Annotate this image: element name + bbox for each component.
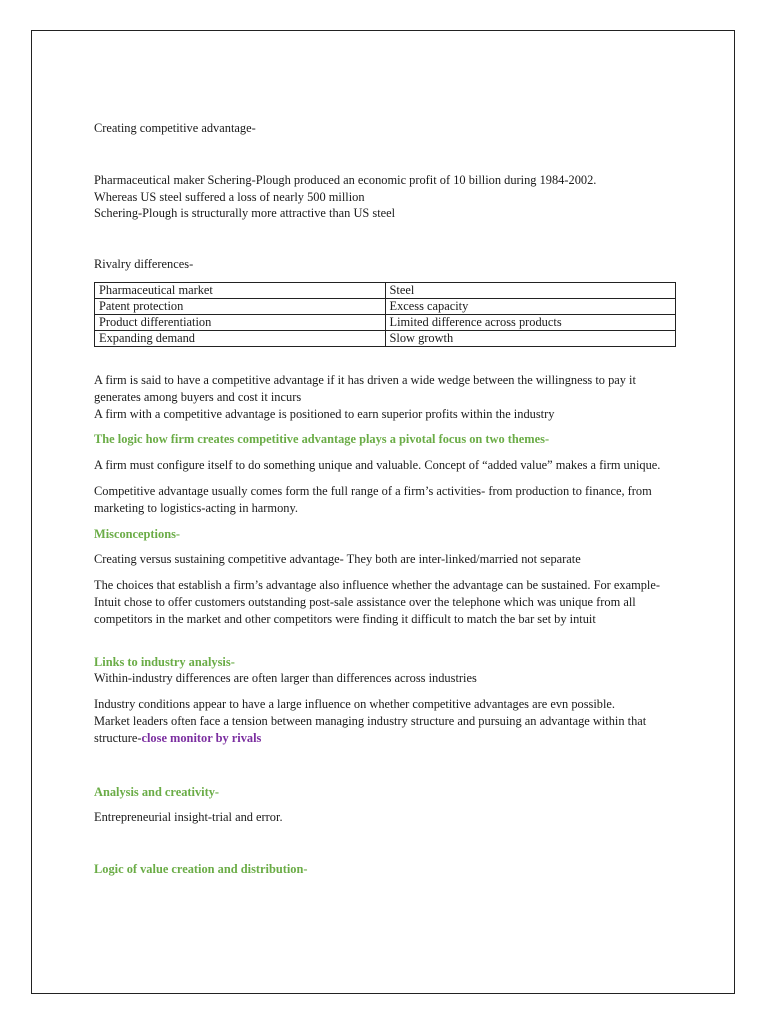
document-page [31,30,735,994]
definition-line: A firm is said to have a competitive advantage if it has driven a wide wedge between the willingness to pay it generates among buyers and cost it incurs [94,372,636,404]
analysis-line: Entrepreneurial insight-trial and error. [94,810,283,825]
analysis-heading: Analysis and creativity- [94,784,220,799]
theme-paragraph: A firm must configure itself to do something unique and valuable. Concept of “added value” makes a firm unique. [94,458,661,473]
market-leaders-text: Market leaders often face a tension between managing industry structure and pursuing an advantage within that structure- [94,713,647,745]
logic-value-heading: Logic of value creation and distribution- [94,862,308,877]
intro-block [94,172,676,222]
table-cell: Steel [385,282,676,298]
table-row [95,330,676,346]
page-content [94,89,676,878]
logic-heading: The logic how firm creates competitive advantage plays a pivotal focus on two themes- [94,432,550,447]
doc-title: Creating competitive advantage- [94,121,256,135]
intro-line: Pharmaceutical maker Schering-Plough produced an economic profit of 10 billion during 1984-2002. [94,172,597,187]
misconceptions-heading: Misconceptions- [94,526,181,541]
theme-paragraph: Competitive advantage usually comes form the full range of a firm’s activities- from production to finance, from marketing to logistics-acting in harmony. [94,483,652,515]
table-cell: Patent protection [95,298,386,314]
misconception-paragraph: The choices that establish a firm’s advantage also influence whether the advantage can be sustained. For example-Intuit chose to offer customers outstanding post-sale assistance over the telephone which was unique from all competitors in the market and other competitors were finding it difficult to match the bar set by intuit [94,578,660,626]
market-leaders-paragraph [94,713,676,747]
table-cell: Expanding demand [95,330,386,346]
table-cell: Pharmaceutical market [95,282,386,298]
definition-line: A firm with a competitive advantage is positioned to earn superior profits within the industry [94,406,555,421]
table-cell: Product differentiation [95,314,386,330]
rivalry-table [94,282,676,347]
table-cell: Slow growth [385,330,676,346]
misconception-paragraph: Creating versus sustaining competitive advantage- They both are inter-linked/married not separate [94,552,581,567]
rivals-highlight: close monitor by rivals [141,730,262,745]
definition-block [94,372,676,422]
table-cell: Limited difference across products [385,314,676,330]
table-row [95,298,676,314]
rivalry-heading: Rivalry differences- [94,257,194,272]
table-row [95,314,676,330]
links-line: Within-industry differences are often larger than differences across industries [94,671,477,686]
intro-line: Whereas US steel suffered a loss of nearly 500 million [94,189,365,204]
links-heading: Links to industry analysis- [94,654,235,669]
table-row [95,282,676,298]
intro-line: Schering-Plough is structurally more attractive than US steel [94,206,396,221]
industry-paragraph: Industry conditions appear to have a large influence on whether competitive advantages are evn possible. [94,697,616,712]
table-cell: Excess capacity [385,298,676,314]
